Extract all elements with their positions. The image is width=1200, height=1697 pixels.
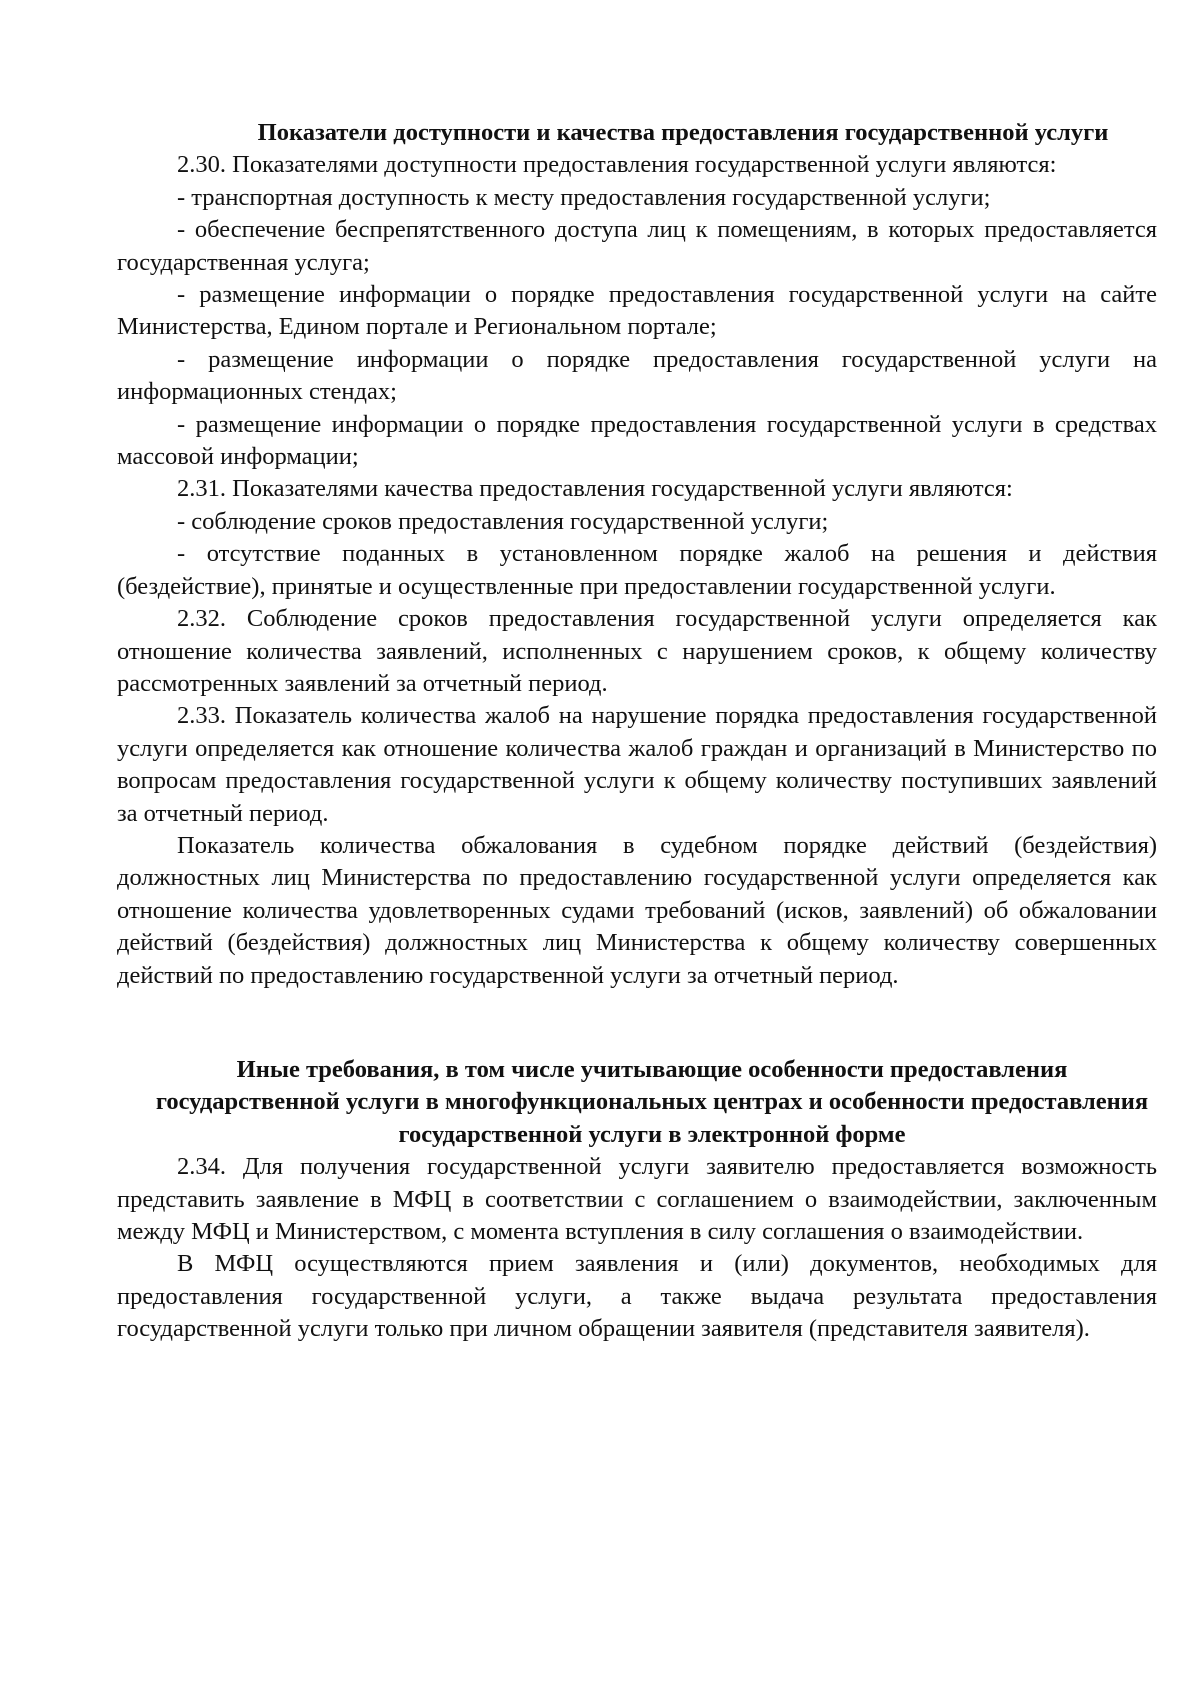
list-item: - размещение информации о порядке предоставления государственной услуги на информационных стендах; xyxy=(117,345,1157,406)
list-item: - транспортная доступность к месту предоставления государственной услуги; xyxy=(177,183,991,211)
paragraph: В МФЦ осуществляются прием заявления и (или) документов, необходимых для предоставления государственной услуги, а также выдача результата предоставления государственной услуги только при личном обращении заявителя (представителя заявителя). xyxy=(117,1250,1157,1343)
paragraph: Показатель количества обжалования в судебном порядке действий (бездействия) должностных лиц Министерства по предоставлению государственной услуги определяется как отношение количества удовлетворенных судами требований (исков, заявлений) об обжаловании действий (бездействия) должностных лиц Министерства к общему количеству совершенных действий по предоставлению государственной услуги за отчетный период. xyxy=(117,831,1157,989)
section-heading: Иные требования, в том числе учитывающие особенности предоставления государственной услуги в многофункциональных центрах и особенности предоставления государственной услуги в электронной форме xyxy=(155,1055,1149,1148)
list-item: - размещение информации о порядке предоставления государственной услуги на сайте Министерства, Едином портале и Региональном портале; xyxy=(117,281,1157,341)
paragraph: 2.31. Показателями качества предоставления государственной услуги являются: xyxy=(177,475,1013,503)
section-heading: Показатели доступности и качества предоставления государственной услуги xyxy=(257,119,1109,146)
document-content xyxy=(117,117,1157,1346)
list-item: - отсутствие поданных в установленном порядке жалоб на решения и действия (бездействие), принятые и осуществленные при предоставлении государственной услуги. xyxy=(117,540,1157,600)
list-item: - соблюдение сроков предоставления государственной услуги; xyxy=(177,507,829,535)
list-item: - размещение информации о порядке предоставления государственной услуги в средствах массовой информации; xyxy=(117,410,1157,471)
section-other-requirements xyxy=(117,1054,1157,1346)
paragraph: 2.33. Показатель количества жалоб на нарушение порядка предоставления государственной услуги определяется как отношение количества жалоб граждан и организаций в Министерство по вопросам предоставления государственной услуги к общему количеству поступивших заявлений за отчетный период. xyxy=(117,702,1157,827)
paragraph: 2.32. Соблюдение сроков предоставления государственной услуги определяется как отношение количества заявлений, исполненных с нарушением сроков, к общему количеству рассмотренных заявлений за отчетный период. xyxy=(117,605,1157,697)
paragraph: 2.34. Для получения государственной услуги заявителю предоставляется возможность представить заявление в МФЦ в соответствии с соглашением о взаимодействии, заключенным между МФЦ и Министерством, с момента вступления в силу соглашения о взаимодействии. xyxy=(117,1153,1157,1245)
paragraph: 2.30. Показателями доступности предоставления государственной услуги являются: xyxy=(177,151,1057,179)
section-accessibility-quality xyxy=(117,117,1157,992)
list-item: - обеспечение беспрепятственного доступа лиц к помещениям, в которых предоставляется государственная услуга; xyxy=(117,216,1157,276)
